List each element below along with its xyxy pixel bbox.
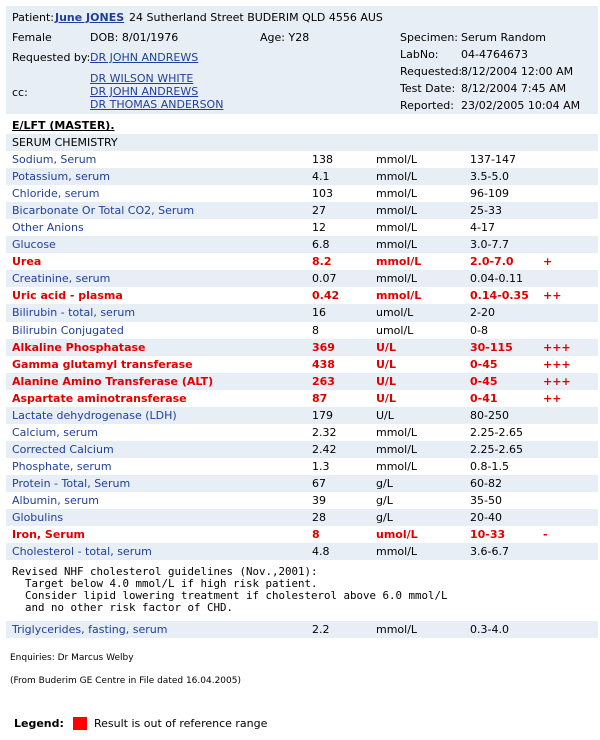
result-unit: mmol/L xyxy=(376,221,418,235)
legend-label: Legend: xyxy=(14,717,64,730)
result-value: 1.3 xyxy=(312,459,330,473)
result-reference-range: 2.25-2.65 xyxy=(470,442,523,456)
result-flag: +++ xyxy=(543,357,571,371)
result-name: Corrected Calcium xyxy=(12,442,114,456)
result-name: Other Anions xyxy=(12,221,84,235)
result-value: 103 xyxy=(312,187,333,201)
result-reference-range: 0-45 xyxy=(470,357,498,371)
result-value: 2.32 xyxy=(312,425,337,439)
result-unit: U/L xyxy=(376,391,396,405)
result-reference-range: 2-20 xyxy=(470,306,495,320)
result-unit: U/L xyxy=(376,340,396,354)
result-unit: mmol/L xyxy=(376,289,422,303)
result-flag: ++ xyxy=(543,391,562,405)
result-value: 138 xyxy=(312,153,333,167)
result-value: 179 xyxy=(312,408,333,422)
result-name: Potassium, serum xyxy=(12,170,110,184)
result-row xyxy=(6,441,598,458)
specimen-label: Specimen: xyxy=(400,31,458,44)
result-reference-range: 0-41 xyxy=(470,391,498,405)
result-reference-range: 0.04-0.11 xyxy=(470,272,523,286)
result-reference-range: 25-33 xyxy=(470,204,502,218)
result-value: 12 xyxy=(312,221,326,235)
result-row xyxy=(6,356,598,373)
result-unit: mmol/L xyxy=(376,425,418,439)
result-unit: mmol/L xyxy=(376,170,418,184)
result-flag: +++ xyxy=(543,374,571,388)
result-row xyxy=(6,458,598,475)
result-reference-range: 35-50 xyxy=(470,493,502,507)
result-reference-range: 60-82 xyxy=(470,476,502,490)
result-value: 67 xyxy=(312,476,326,490)
result-row xyxy=(6,390,598,407)
source-note: (From Buderim GE Centre in File dated 16.04.2005) xyxy=(10,676,241,686)
result-name: Urea xyxy=(12,255,42,269)
triglycerides-table xyxy=(6,621,598,638)
result-unit: mmol/L xyxy=(376,187,418,201)
result-name: Calcium, serum xyxy=(12,425,98,439)
cc-label: cc: xyxy=(12,86,28,99)
result-unit: mmol/L xyxy=(376,623,418,636)
result-reference-range: 137-147 xyxy=(470,153,516,167)
result-row xyxy=(6,373,598,390)
result-value: 0.42 xyxy=(312,289,340,303)
result-flag: - xyxy=(543,528,548,542)
result-name: Lactate dehydrogenase (LDH) xyxy=(12,408,177,422)
patient-address: 24 Sutherland Street BUDERIM QLD 4556 AUS xyxy=(129,11,383,24)
result-unit: mmol/L xyxy=(376,545,418,559)
enquiries-note: Enquiries: Dr Marcus Welby xyxy=(10,653,134,663)
result-reference-range: 3.5-5.0 xyxy=(470,170,509,184)
result-unit: mmol/L xyxy=(376,238,418,252)
result-row xyxy=(6,526,598,543)
result-value: 2.42 xyxy=(312,442,337,456)
result-name: Triglycerides, fasting, serum xyxy=(12,623,168,636)
result-name: Phosphate, serum xyxy=(12,459,112,473)
result-unit: mmol/L xyxy=(376,204,418,218)
reported-date-value: 23/02/2005 10:04 AM xyxy=(461,99,581,112)
result-value: 8 xyxy=(312,323,319,337)
result-reference-range: 2.0-7.0 xyxy=(470,255,514,269)
result-row xyxy=(6,287,598,304)
labno-value: 04-4764673 xyxy=(461,48,528,61)
result-row xyxy=(6,492,598,509)
result-reference-range: 0-45 xyxy=(470,374,498,388)
result-unit: umol/L xyxy=(376,306,414,320)
result-unit: g/L xyxy=(376,493,393,507)
result-value: 8 xyxy=(312,528,320,542)
result-row xyxy=(6,270,598,287)
result-value: 87 xyxy=(312,391,328,405)
result-value: 27 xyxy=(312,204,326,218)
result-value: 2.2 xyxy=(312,623,330,636)
result-row xyxy=(6,475,598,492)
result-flag: +++ xyxy=(543,340,571,354)
result-reference-range: 30-115 xyxy=(470,340,513,354)
legend xyxy=(14,717,268,730)
result-name: Protein - Total, Serum xyxy=(12,476,131,490)
result-row xyxy=(6,322,598,339)
reported-date-label: Reported: xyxy=(400,99,454,112)
result-row xyxy=(6,236,598,253)
result-value: 6.8 xyxy=(312,238,330,252)
result-name: Bilirubin Conjugated xyxy=(12,323,124,337)
result-row xyxy=(6,543,598,560)
requested-by-doctor-link[interactable]: DR JOHN ANDREWS xyxy=(90,51,199,64)
result-value: 263 xyxy=(312,374,335,388)
result-name: Glucose xyxy=(12,238,56,252)
result-name: Uric acid - plasma xyxy=(12,289,123,303)
result-reference-range: 10-33 xyxy=(470,528,506,542)
result-reference-range: 2.25-2.65 xyxy=(470,425,523,439)
result-unit: mmol/L xyxy=(376,255,422,269)
result-name: Gamma glutamyl transferase xyxy=(12,357,193,371)
result-row xyxy=(6,219,598,236)
result-name: Bicarbonate Or Total CO2, Serum xyxy=(12,204,195,218)
result-name: Albumin, serum xyxy=(12,493,99,507)
cc-doctor-link[interactable]: DR JOHN ANDREWS xyxy=(90,85,199,98)
result-name: Alkaline Phosphatase xyxy=(12,340,146,354)
result-unit: umol/L xyxy=(376,323,414,337)
result-reference-range: 20-40 xyxy=(470,511,502,525)
result-flag: ++ xyxy=(543,289,562,303)
result-row-triglycerides xyxy=(6,621,598,638)
result-value: 0.07 xyxy=(312,272,337,286)
comment-line: and no other risk factor of CHD. xyxy=(12,601,234,614)
result-unit: mmol/L xyxy=(376,153,418,167)
patient-header xyxy=(6,6,598,114)
results-table xyxy=(6,134,598,560)
result-reference-range: 80-250 xyxy=(470,408,509,422)
result-row xyxy=(6,424,598,441)
result-row xyxy=(6,253,598,270)
result-unit: U/L xyxy=(376,357,396,371)
cc-doctor-link[interactable]: DR WILSON WHITE xyxy=(90,72,194,85)
panel-title-text: E/LFT (MASTER) xyxy=(12,119,111,132)
requested-date-label: Requested: xyxy=(400,65,463,78)
result-name: Cholesterol - total, serum xyxy=(12,545,152,559)
result-value: 16 xyxy=(312,306,326,320)
result-value: 4.1 xyxy=(312,170,330,184)
legend-text: Result is out of reference range xyxy=(94,717,268,730)
result-value: 369 xyxy=(312,340,335,354)
section-header xyxy=(6,134,598,151)
result-name: Iron, Serum xyxy=(12,528,86,542)
result-row xyxy=(6,407,598,424)
labno-label: LabNo: xyxy=(400,48,439,61)
comment-line: Target below 4.0 mmol/L if high risk patient. xyxy=(12,577,318,590)
result-rows xyxy=(6,151,598,560)
patient-dob: DOB: 8/01/1976 xyxy=(90,31,179,44)
result-unit: mmol/L xyxy=(376,442,418,456)
result-value: 28 xyxy=(312,511,326,525)
result-reference-range: 0.14-0.35 xyxy=(470,289,529,303)
result-unit: U/L xyxy=(376,374,396,388)
result-name: Globulins xyxy=(12,511,64,525)
patient-sex: Female xyxy=(12,31,52,44)
result-row xyxy=(6,151,598,168)
comment-line: Consider lipid lowering treatment if cholesterol above 6.0 mmol/L xyxy=(12,589,448,602)
result-unit: g/L xyxy=(376,476,393,490)
result-reference-range: 3.0-7.7 xyxy=(470,238,509,252)
result-row xyxy=(6,304,598,321)
result-row xyxy=(6,202,598,219)
result-reference-range: 4-17 xyxy=(470,221,495,235)
panel-title-suffix: . xyxy=(110,119,115,132)
result-reference-range: 0-8 xyxy=(470,323,488,337)
test-date-label: Test Date: xyxy=(400,82,456,95)
result-value: 39 xyxy=(312,493,326,507)
comment-line: Revised NHF cholesterol guidelines (Nov.,2001): xyxy=(12,565,318,578)
result-reference-range: 0.3-4.0 xyxy=(470,623,509,636)
requested-date-value: 8/12/2004 12:00 AM xyxy=(461,65,574,78)
result-reference-range: 96-109 xyxy=(470,187,509,201)
result-unit: U/L xyxy=(376,408,394,422)
result-name: Sodium, Serum xyxy=(12,153,97,167)
result-row xyxy=(6,339,598,356)
result-value: 8.2 xyxy=(312,255,332,269)
result-name: Bilirubin - total, serum xyxy=(12,306,136,320)
result-value: 4.8 xyxy=(312,545,330,559)
result-reference-range: 3.6-6.7 xyxy=(470,545,509,559)
cc-doctor-link[interactable]: DR THOMAS ANDERSON xyxy=(90,98,224,111)
result-row xyxy=(6,168,598,185)
test-date-value: 8/12/2004 7:45 AM xyxy=(461,82,567,95)
result-row xyxy=(6,509,598,526)
result-name: Aspartate aminotransferase xyxy=(12,391,187,405)
specimen-value: Serum Random xyxy=(461,31,546,44)
requested-by-label: Requested by: xyxy=(12,51,91,64)
result-name: Chloride, serum xyxy=(12,187,100,201)
patient-name-link[interactable]: June JONES xyxy=(55,11,125,24)
result-name: Creatinine, serum xyxy=(12,272,111,286)
result-flag: + xyxy=(543,255,553,269)
result-row xyxy=(6,185,598,202)
result-unit: mmol/L xyxy=(376,459,418,473)
result-unit: umol/L xyxy=(376,528,418,542)
result-reference-range: 0.8-1.5 xyxy=(470,459,509,473)
patient-label: Patient: xyxy=(12,11,55,24)
result-unit: g/L xyxy=(376,511,393,525)
patient-age: Age: Y28 xyxy=(260,31,310,44)
cholesterol-guideline-comment xyxy=(12,566,597,614)
section-label: SERUM CHEMISTRY xyxy=(12,136,118,149)
result-unit: mmol/L xyxy=(376,272,418,286)
result-value: 438 xyxy=(312,357,335,371)
panel-title xyxy=(12,119,115,132)
result-name: Alanine Amino Transferase (ALT) xyxy=(12,374,214,388)
legend-red-swatch xyxy=(73,717,87,730)
